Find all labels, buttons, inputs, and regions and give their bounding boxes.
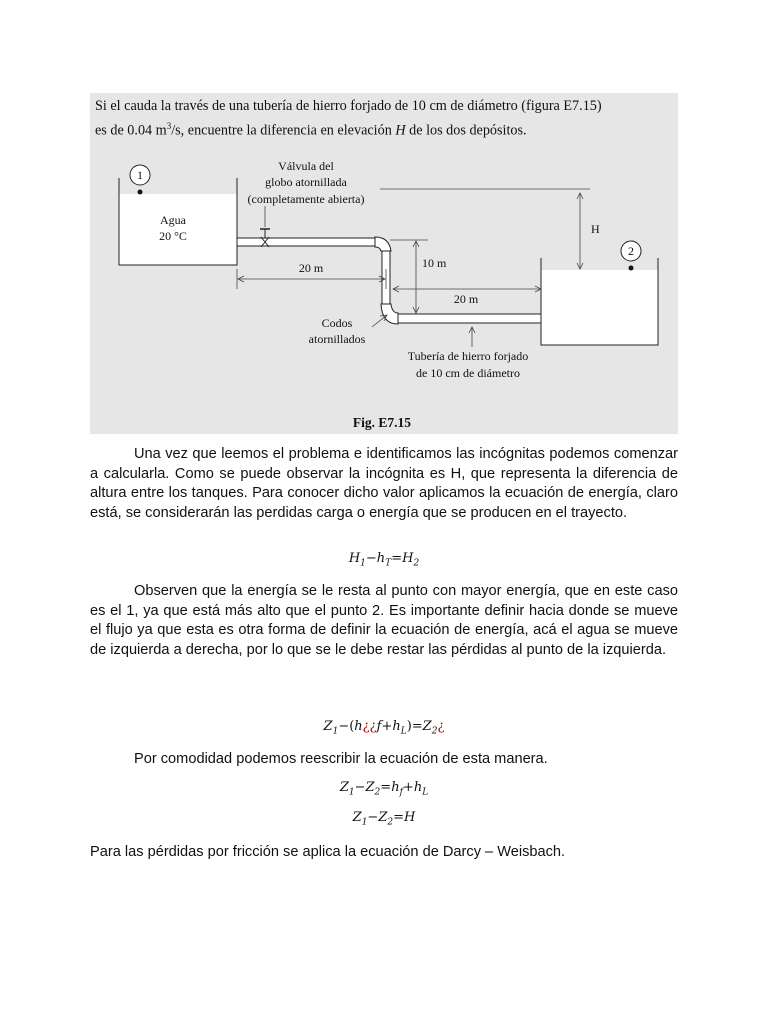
figure-caption: Fig. E7.15 — [352, 415, 412, 430]
eq1-h2: H — [402, 551, 414, 566]
problem-line-2b: /s, encuentre la diferencia en elevación — [171, 122, 396, 139]
equation-1 — [90, 551, 678, 569]
paragraph-1 — [90, 445, 678, 523]
eq3-sub-f: f — [399, 787, 403, 798]
eq4-z2: Z — [378, 810, 388, 825]
eq1-ht: h — [376, 551, 386, 566]
paragraph-2-text: Observen que la energía se le resta al punto con mayor energía, que en este caso es el 1, ya que está más alto que el punto 2. Es importante definir hacia donde se mueve el flujo ya que esta es otra forma de definir la ecuación de energía, acá el agua se mueve de izquierda a derecha, por lo que se le debe restar las pérdidas al punto de la izquierda. — [90, 583, 678, 658]
eq4-sub-2: 2 — [387, 817, 394, 828]
problem-line-2c: de los dos depósitos. — [405, 122, 527, 139]
point-2-dot — [629, 266, 634, 271]
eq4-h: H — [404, 810, 416, 825]
eq1-minus: − — [365, 551, 377, 566]
eq3-sub-l: L — [422, 787, 429, 798]
equation-4 — [90, 810, 678, 828]
elbow-upper — [375, 237, 391, 251]
eq3-sub-2: 2 — [374, 787, 381, 798]
eq4-sub-1: 1 — [361, 817, 368, 828]
eq2-z2: Z — [422, 719, 432, 734]
eq4-equals: = — [393, 810, 405, 825]
pipe-horizontal-upper — [237, 238, 377, 246]
eq4-z1: Z — [352, 810, 362, 825]
eq1-h1: H — [348, 551, 361, 566]
eq3-sub-1: 1 — [348, 787, 355, 798]
eq1-sub-t: T — [385, 558, 392, 569]
eq3-equals: = — [380, 780, 392, 795]
problem-sup: 3 — [166, 121, 172, 131]
paragraph-3 — [90, 750, 678, 770]
paragraph-4-text: Para las pérdidas por fricción se aplica la ecuación de Darcy – Weisbach. — [90, 844, 566, 860]
eq3-hl: h — [413, 780, 423, 795]
pipe-horizontal-lower — [396, 314, 541, 323]
eq2-z1: Z — [323, 719, 333, 734]
valve-label-2: globo atornillada — [265, 175, 347, 189]
problem-var-h: H — [395, 122, 406, 139]
eq2-close: )= — [406, 719, 423, 734]
eq2-sub-2: 2 — [431, 726, 438, 737]
eq2-h: h — [354, 719, 363, 734]
point-2-label: 2 — [628, 244, 634, 258]
dim-20m-left-label: 20 m — [298, 261, 324, 275]
paragraph-2 — [90, 582, 678, 660]
dim-10m-label: 10 m — [422, 256, 447, 270]
tank-label-water: Agua — [160, 213, 186, 227]
eq2-hl: h — [392, 719, 401, 734]
tank-2-water — [541, 270, 658, 345]
equation-2 — [90, 719, 678, 737]
elbows-label-1: Codos — [321, 316, 353, 330]
point-1-dot — [138, 190, 143, 195]
eq3-hf: h — [391, 780, 400, 795]
eq2-open: −( — [338, 719, 355, 734]
eq2-glyph: ¿¿ — [362, 719, 377, 734]
eq2-sub-l: L — [400, 726, 407, 737]
paragraph-3-text: Por comodidad podemos reescribir la ecuación de esta manera. — [134, 751, 548, 767]
problem-line-2a: es de 0.04 m — [95, 122, 167, 139]
pipe-label-2: de 10 cm de diámetro — [416, 366, 520, 380]
point-1-label: 1 — [137, 168, 143, 182]
eq3-z1: Z — [339, 780, 349, 795]
tank-label-temp: 20 °C — [159, 229, 187, 243]
elbows-leader — [372, 315, 387, 327]
eq1-sub-1: 1 — [360, 558, 366, 569]
equation-3 — [90, 780, 678, 798]
dim-20m-right-label: 20 m — [453, 292, 479, 306]
eq3-plus: + — [402, 780, 414, 795]
eq3-minus: − — [354, 780, 366, 795]
eq1-equals: = — [391, 551, 403, 566]
eq4-minus: − — [367, 810, 379, 825]
eq2-plus: + — [381, 719, 393, 734]
problem-line-1: Si el cauda la través de una tubería de hierro forjado de 10 cm de diámetro (figura E7.15) — [95, 98, 602, 114]
elbows-label-2: atornillados — [308, 332, 366, 346]
problem-figure — [90, 93, 678, 434]
eq2-sub-1: 1 — [332, 726, 339, 737]
paragraph-4 — [90, 843, 678, 863]
dim-h-label: H — [591, 222, 600, 236]
valve-label-1: Válvula del — [278, 159, 334, 173]
eq3-z2: Z — [365, 780, 375, 795]
valve-label-3: (completamente abierta) — [247, 192, 365, 206]
eq2-glyph-2: ¿ — [437, 719, 445, 734]
pipe-diagram — [90, 93, 678, 434]
eq2-f: f — [376, 719, 382, 734]
elbow-lower — [381, 304, 398, 324]
eq1-sub-2: 2 — [413, 558, 420, 569]
pipe-label-1: Tubería de hierro forjado — [407, 349, 529, 363]
paragraph-1-text: Una vez que leemos el problema e identificamos las incógnitas podemos comenzar a calcularla. Como se puede observar la incógnita es H, que representa la diferencia de altura entre los tanques. Para conocer dicho valor aplicamos la ecuación de energía, claro está, se considerarán las perdidas carga o energía que se producen en el trayecto. — [90, 446, 678, 521]
